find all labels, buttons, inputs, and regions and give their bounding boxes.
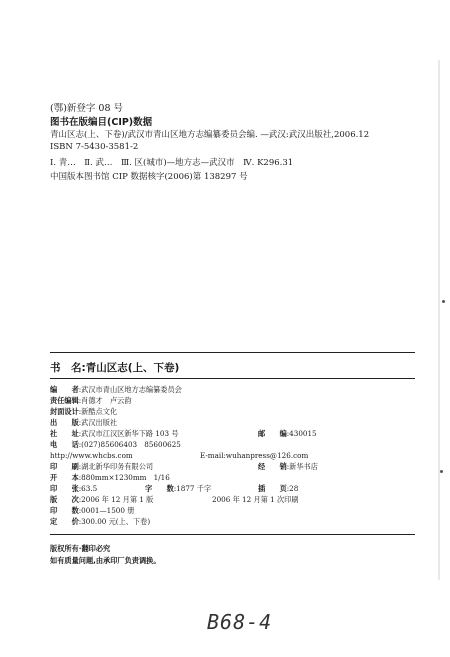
copies-label: 印 数 [50, 506, 79, 515]
edition-value: :2006 年 12 月第 1 版 [78, 495, 154, 504]
cover-design-row [50, 407, 117, 417]
editor-label: 编 者 [50, 385, 79, 394]
printing-value: 2006 年 12 月第 1 次印刷 [212, 495, 299, 504]
cover-design-value: :新酷点文化 [78, 407, 118, 416]
publisher-value: :武汉出版社 [78, 418, 118, 427]
words-label: 字 数 [145, 484, 174, 493]
edition-row [50, 495, 153, 505]
distributor-value: :新华书店 [286, 462, 318, 471]
registration-number: (鄂)新登字 08 号 [50, 103, 124, 114]
editor-value: :武汉市青山区地方志编纂委员会 [78, 385, 182, 394]
cip-line-1: 青山区志(上、下卷)/武汉市青山区地方志编纂委员会编. —武汉:武汉出版社,2006.12 [50, 130, 370, 140]
printer-value: :湖北新华印务有限公司 [78, 462, 154, 471]
top-rule [50, 352, 415, 353]
words-value: :1877 千字 [173, 484, 212, 493]
publisher-label: 出 版 [50, 418, 79, 427]
publisher-row [50, 418, 117, 428]
address-label: 社 址 [50, 429, 79, 438]
postcode-label: 邮 编 [258, 429, 287, 438]
distributor-row [258, 462, 318, 472]
printer-label: 印 刷 [50, 462, 79, 471]
editor-row [50, 385, 182, 395]
copies-row [50, 506, 134, 516]
cip-line-2: ISBN 7-5430-3581-2 [50, 142, 139, 152]
responsible-editor-value: :肖德才 卢云韵 [78, 396, 132, 405]
postcode-row [258, 429, 317, 439]
cip-line-3: Ⅰ. 青… Ⅱ. 武… Ⅲ. 区(城市)—地方志—武汉市 Ⅳ. K296.31 [50, 158, 294, 168]
rights-notice: 版权所有·翻印必究 [50, 544, 111, 553]
page-edge-shadow [438, 60, 440, 580]
bottom-rule [50, 534, 415, 535]
plates-label: 插 页 [258, 484, 287, 493]
words-row [145, 484, 211, 494]
cover-design-label: 封面设计 [50, 407, 79, 416]
phone-row [50, 440, 181, 450]
format-label: 开 本 [50, 473, 79, 482]
responsible-editor-row [50, 396, 132, 406]
cip-line-4: 中国版本图书馆 CIP 数据核字(2006)第 138297 号 [50, 172, 248, 182]
address-value: :武汉市江汉区新华下路 103 号 [78, 429, 179, 438]
phone-label: 电 话 [50, 440, 79, 449]
quality-notice: 如有质量问题,由承印厂负责调换。 [50, 556, 161, 565]
scan-speck [442, 300, 445, 303]
format-value: :880mm×1230mm 1/16 [78, 473, 170, 482]
responsible-editor-label: 责任编辑 [50, 396, 79, 405]
postcode-value: :430015 [286, 429, 317, 438]
edition-label: 版 次 [50, 495, 79, 504]
plates-value: :28 [286, 484, 299, 493]
email-text: E-mail:wuhanpress@126.com [200, 451, 309, 460]
handwritten-call-number: B68-4 [207, 610, 273, 634]
cip-heading: 图书在版编目(CIP)数据 [50, 117, 153, 128]
book-title: 书 名:青山区志(上、下卷) [50, 362, 180, 374]
website-text: http://www.whcbs.com [50, 451, 133, 460]
format-row [50, 473, 170, 483]
sheets-value: :63.5 [78, 484, 98, 493]
plates-row [258, 484, 298, 494]
phone-value: :(027)85606403 85600625 [78, 440, 181, 449]
distributor-label: 经 销 [258, 462, 287, 471]
copies-value: :0001—1500 册 [78, 506, 135, 515]
sheets-label: 印 张 [50, 484, 79, 493]
sheets-row [50, 484, 97, 494]
price-value: :300.00 元(上、下卷) [78, 517, 151, 526]
printer-row [50, 462, 153, 472]
price-label: 定 价 [50, 517, 79, 526]
scan-speck [440, 470, 443, 473]
title-rule [50, 378, 415, 379]
price-row [50, 517, 150, 527]
address-row [50, 429, 179, 439]
